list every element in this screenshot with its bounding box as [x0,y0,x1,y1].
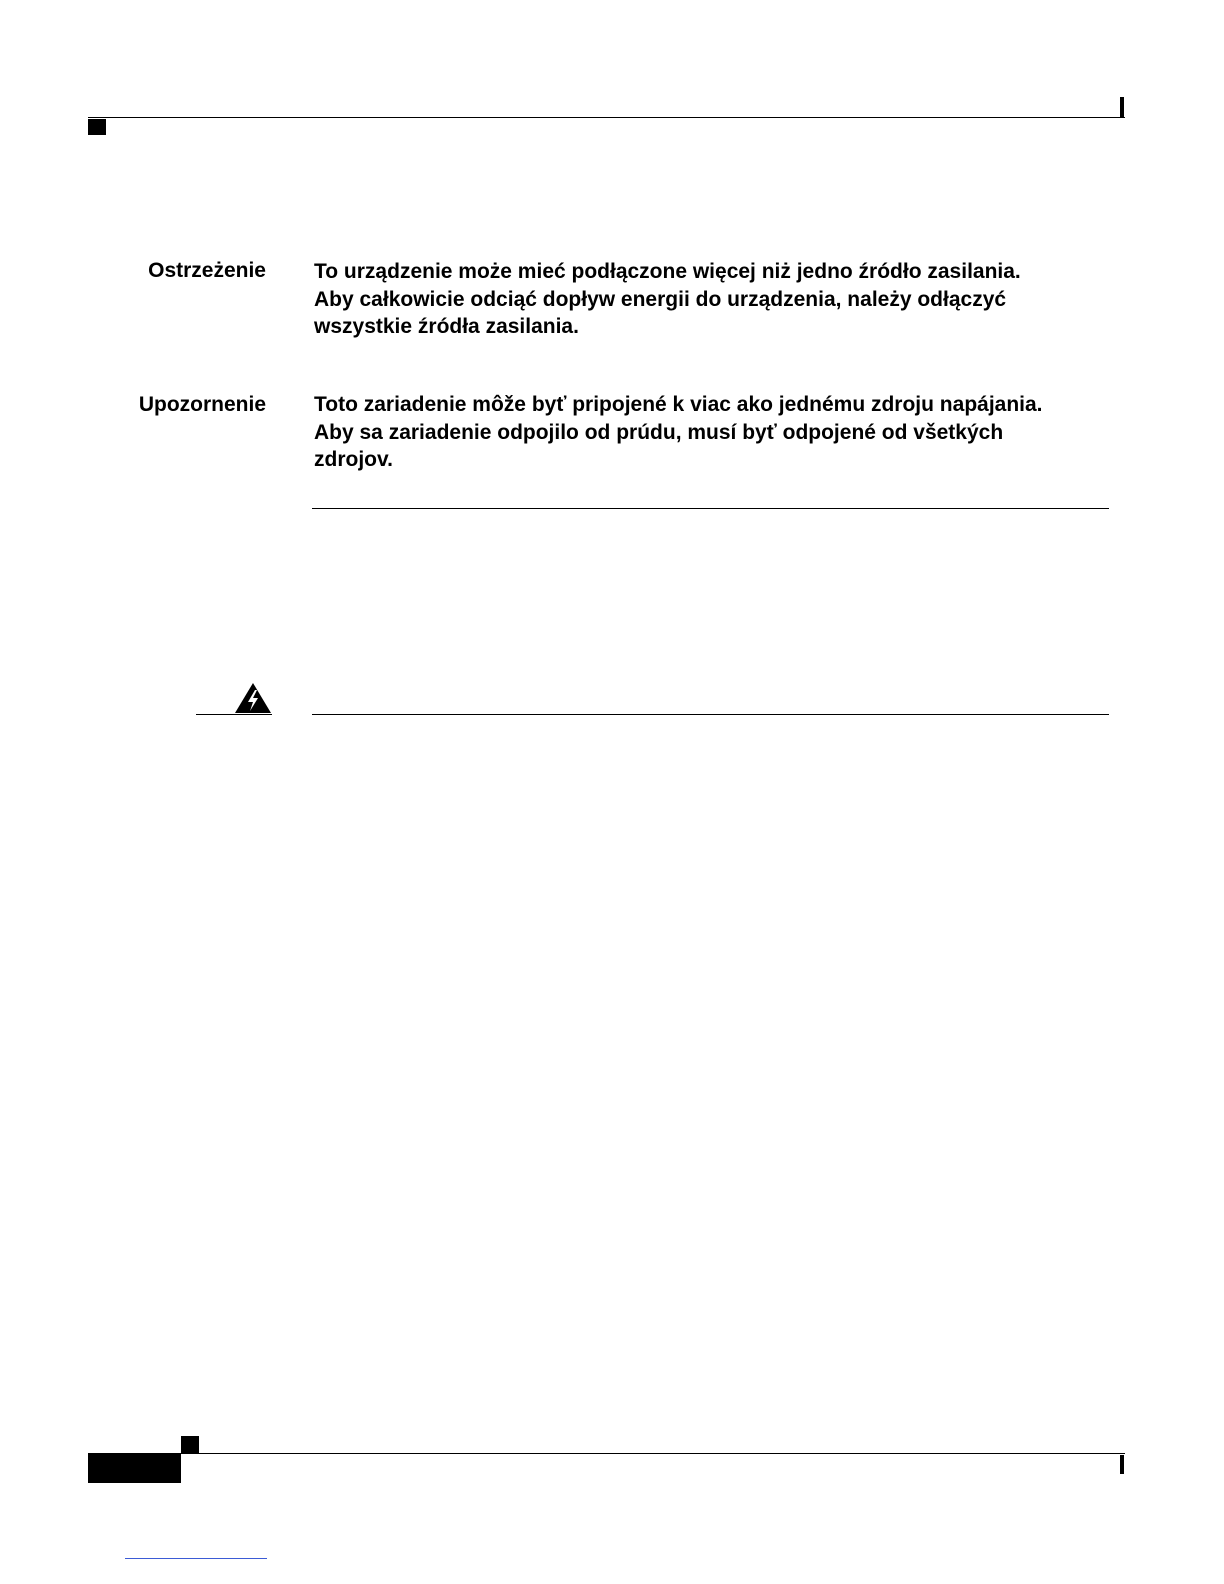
warning-text-line: Aby całkowicie odciąć dopływ energii do urządzenia, należy odłączyć [314,287,1007,311]
header-corner-marker [88,119,106,135]
warning-text-line: To urządzenie może mieć podłączone więcej niż jedno źródło zasilania. [314,260,1021,283]
warning-label-slovak: Upozornenie [138,393,266,416]
warning-end-rule [312,508,1109,509]
header-right-tick [1120,97,1124,117]
warning-text-polish [314,258,1114,341]
warning-start-rule [312,714,1109,715]
warning-text-slovak [314,391,1114,474]
footer-page-block [88,1453,181,1483]
footer-right-tick [1120,1455,1124,1474]
footer-rule [181,1453,1125,1454]
warning-text-line: zdrojov. [314,448,393,471]
warning-text-line: wszystkie źródła zasilania. [314,315,579,338]
footer-link-underline[interactable] [125,1558,267,1559]
warning-triangle-lightning-icon [234,682,272,714]
icon-underline [196,714,272,715]
warning-text-line: Toto zariadenie môže byť pripojené k viac ako jednému zdroju napájania. [314,393,1043,416]
header-rule [88,117,1125,118]
warning-label-polish: Ostrzeżenie [148,259,266,282]
footer-marker [181,1436,199,1453]
warning-text-line: Aby sa zariadenie odpojilo od prúdu, musí byť odpojené od všetkých [314,420,1004,444]
